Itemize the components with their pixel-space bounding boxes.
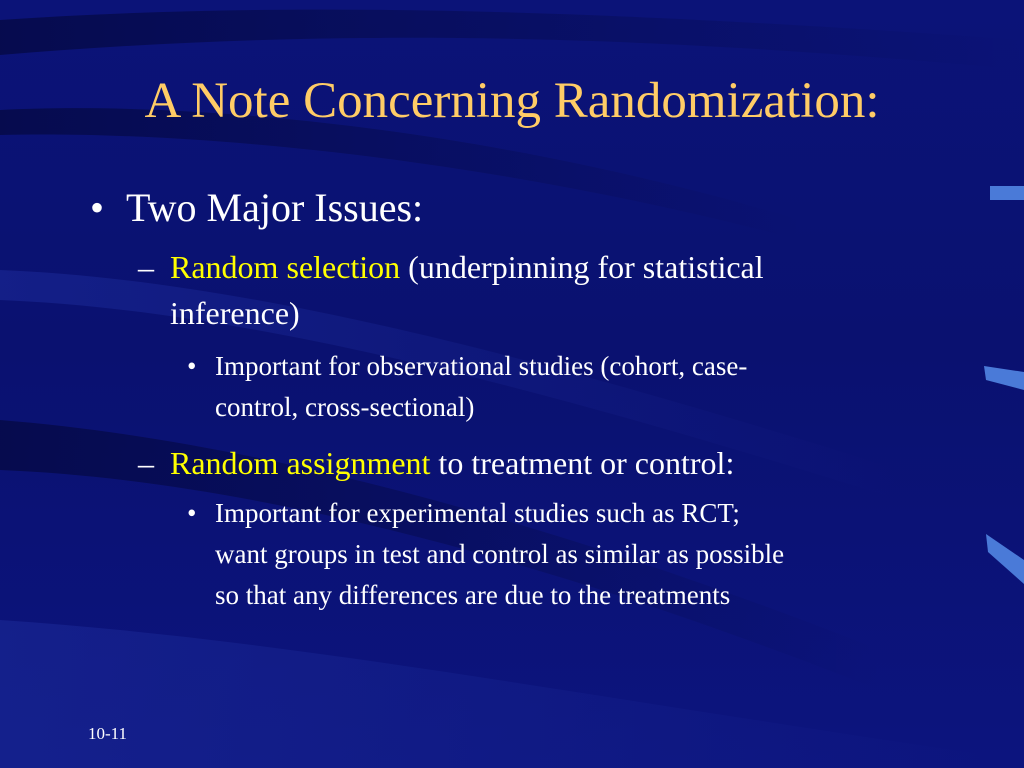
dash-icon: – <box>138 249 154 285</box>
highlight-random-selection: Random selection <box>170 249 401 285</box>
main-point <box>90 184 423 232</box>
highlight-random-assignment: Random assignment <box>170 445 431 481</box>
sub-point-rest: (underpinning for statistical <box>400 249 764 285</box>
detail-line-2: want groups in test and control as similar as possible <box>215 539 785 569</box>
slide-number: 10-11 <box>88 724 128 743</box>
dash-icon: – <box>138 445 154 481</box>
sub-point-rest: to treatment or control: <box>430 445 735 481</box>
sub-point-line-2: inference) <box>170 295 300 331</box>
detail-line-1: Important for experimental studies such as RCT; <box>215 498 740 528</box>
bullet-icon: • <box>187 498 197 528</box>
detail-line-2: control, cross-sectional) <box>215 392 475 422</box>
main-point-text: Two Major Issues: <box>126 185 424 230</box>
detail-line-3: so that any differences are due to the treatments <box>215 580 731 610</box>
bullet-icon: • <box>90 185 105 230</box>
detail-line-1: Important for observational studies (cohort, case- <box>215 351 748 381</box>
sub-point-line <box>170 244 764 290</box>
slide-title: A Note Concerning Randomization: <box>144 73 880 129</box>
bullet-icon: • <box>187 351 197 381</box>
sub-point-line <box>170 440 734 486</box>
